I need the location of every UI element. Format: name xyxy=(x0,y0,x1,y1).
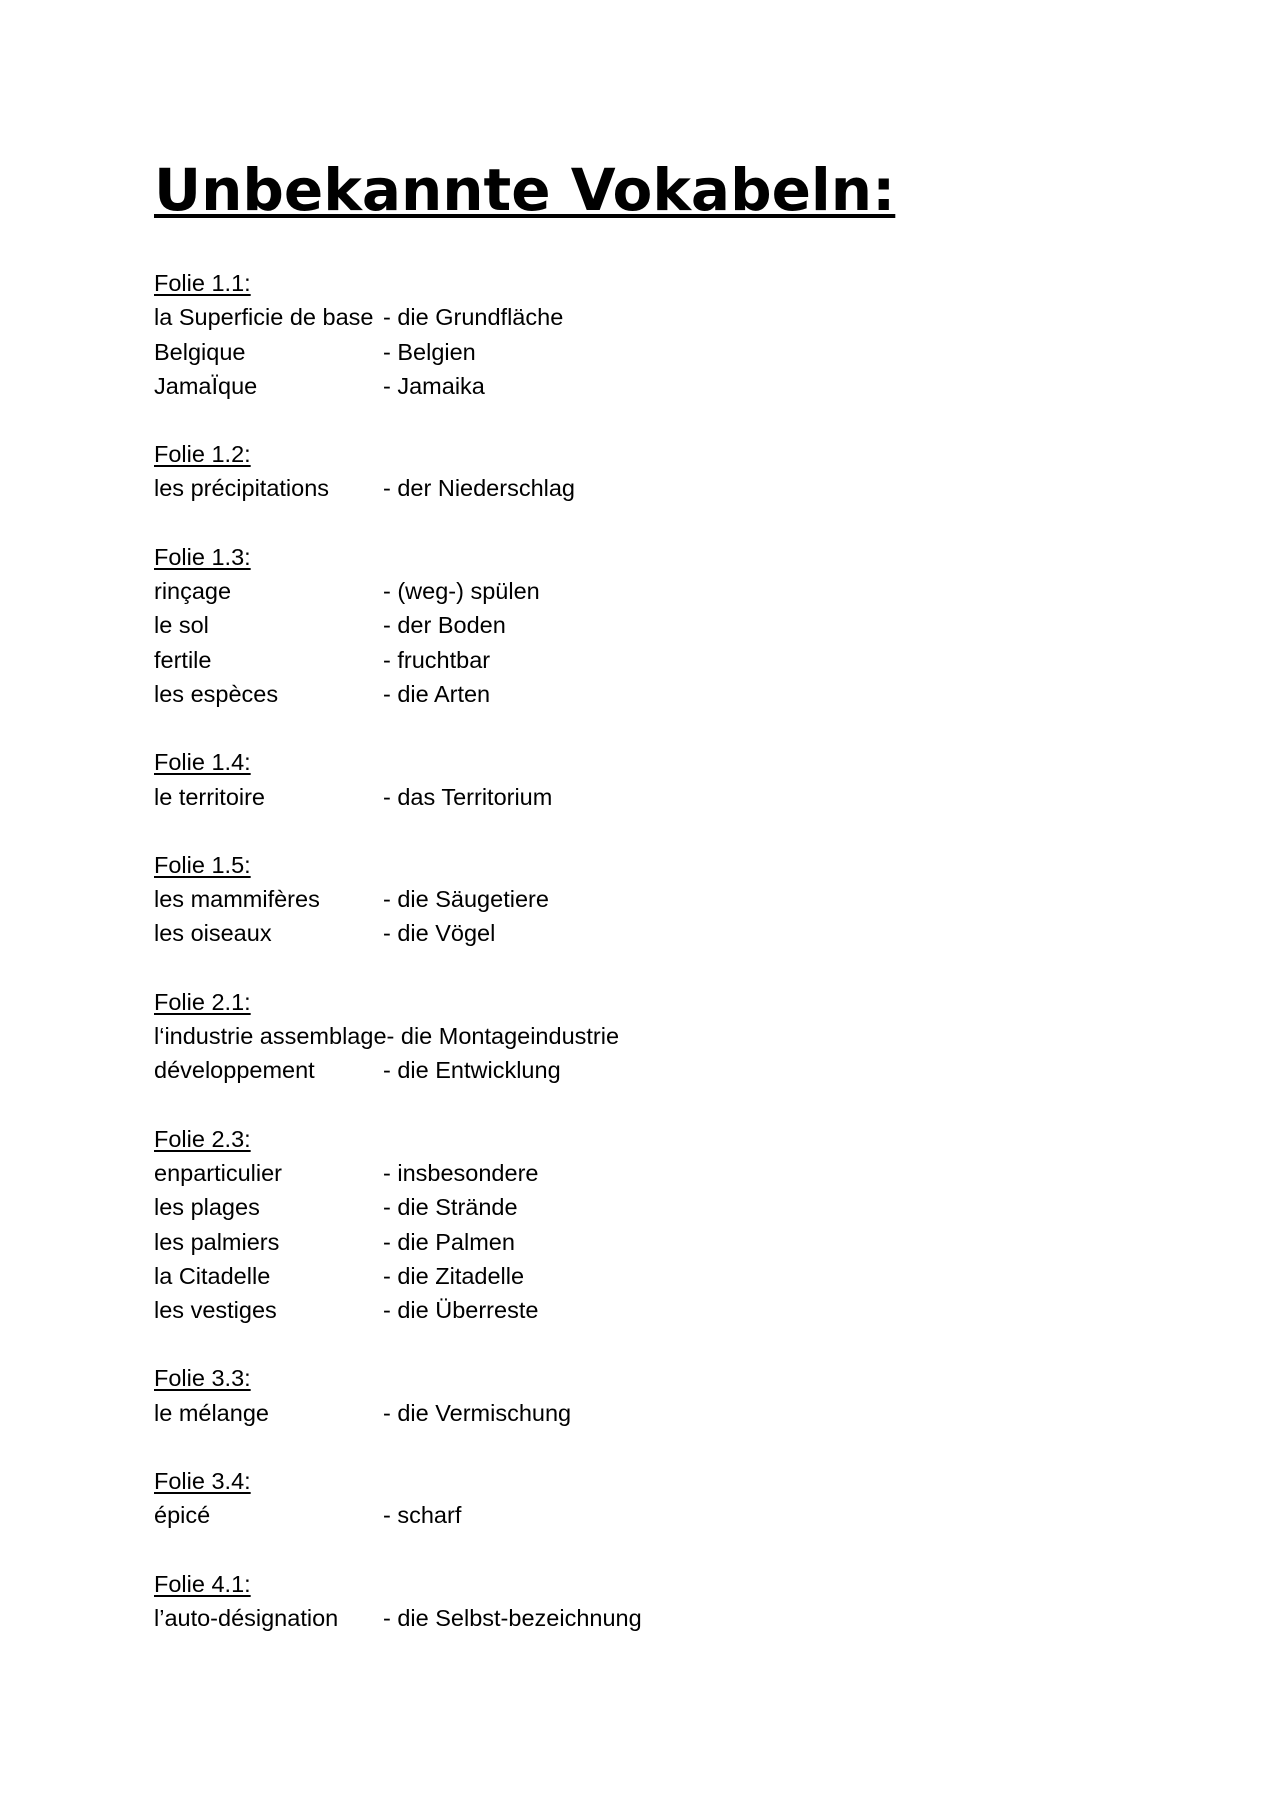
french-term: les vestiges xyxy=(154,1297,277,1324)
german-translation: - insbesondere xyxy=(383,1159,539,1186)
section-heading: Folie 3.4: xyxy=(154,1468,251,1495)
vocab-row xyxy=(154,335,1154,369)
vocab-row xyxy=(154,300,1154,334)
french-term: les précipitations xyxy=(154,475,330,502)
section-heading: Folie 1.4: xyxy=(154,749,251,776)
french-term: l’auto-désignation xyxy=(154,1604,339,1631)
german-translation: - die Entwicklung xyxy=(383,1057,561,1084)
vocab-row xyxy=(154,677,1154,711)
vocab-row xyxy=(154,1053,1154,1087)
german-translation: - der Boden xyxy=(383,612,506,639)
vocab-row xyxy=(154,916,1154,950)
vocab-row xyxy=(154,780,1154,814)
section-folie-4-1 xyxy=(154,1567,1154,1636)
french-term: les espèces xyxy=(154,680,279,707)
vocab-row xyxy=(154,1498,1154,1532)
french-term: les mammifères xyxy=(154,886,320,913)
german-translation: - die Palmen xyxy=(383,1228,515,1255)
french-term: les palmiers xyxy=(154,1228,280,1255)
section-folie-1-3 xyxy=(154,540,1154,711)
section-folie-1-2 xyxy=(154,437,1154,506)
vocab-row xyxy=(154,643,1154,677)
document-page xyxy=(154,152,1154,1669)
vocab-row xyxy=(154,1156,1154,1190)
section-heading: Folie 2.1: xyxy=(154,988,251,1015)
german-translation: - Belgien xyxy=(383,338,476,365)
vocab-row xyxy=(154,882,1154,916)
vocab-row xyxy=(154,369,1154,403)
french-term: le mélange xyxy=(154,1399,269,1426)
vocab-row xyxy=(154,471,1154,505)
section-folie-1-1 xyxy=(154,266,1154,403)
section-heading: Folie 1.1: xyxy=(154,270,251,296)
french-term: les plages xyxy=(154,1194,260,1221)
german-translation: - die Strände xyxy=(383,1194,518,1221)
german-translation: - die Säugetiere xyxy=(383,886,549,913)
french-term: le sol xyxy=(154,612,209,639)
section-folie-2-3 xyxy=(154,1122,1154,1328)
vocab-row xyxy=(154,1259,1154,1293)
german-translation: - das Territorium xyxy=(383,783,553,810)
section-heading: Folie 1.3: xyxy=(154,543,251,570)
french-term: les oiseaux xyxy=(154,920,272,947)
vocab-row xyxy=(154,1601,1154,1635)
german-translation: - fruchtbar xyxy=(383,646,491,673)
german-translation: - die Vermischung xyxy=(383,1399,572,1426)
german-translation: - Jamaika xyxy=(383,372,485,399)
section-folie-1-5 xyxy=(154,848,1154,951)
section-folie-3-4 xyxy=(154,1464,1154,1533)
vocab-row xyxy=(154,1019,1154,1053)
vocab-row xyxy=(154,608,1154,642)
section-heading: Folie 4.1: xyxy=(154,1570,251,1597)
french-term: la Superficie de base xyxy=(154,304,374,331)
vocab-row xyxy=(154,1396,1154,1430)
section-heading: Folie 3.3: xyxy=(154,1365,251,1392)
german-translation: - die Überreste xyxy=(383,1297,539,1324)
french-term: JamaÏque xyxy=(154,372,258,399)
section-folie-3-3 xyxy=(154,1361,1154,1430)
german-translation: - die Arten xyxy=(383,680,491,707)
french-term: rinçage xyxy=(154,578,232,605)
german-translation: - die Selbst-bezeichnung xyxy=(383,1604,642,1631)
french-term: fertile xyxy=(154,646,212,673)
german-translation: - scharf xyxy=(383,1502,462,1529)
german-translation: - der Niederschlag xyxy=(383,475,576,502)
vocab-row xyxy=(154,1293,1154,1327)
german-translation: - die Grundfläche xyxy=(383,304,564,331)
german-translation: - die Vögel xyxy=(383,920,496,947)
french-term: enparticulier xyxy=(154,1159,283,1186)
section-heading: Folie 2.3: xyxy=(154,1125,251,1152)
french-term: l‘industrie assemblage xyxy=(154,1023,387,1050)
vocab-row xyxy=(154,574,1154,608)
french-term: développement xyxy=(154,1057,315,1084)
german-translation: - die Montageindustrie xyxy=(386,1023,620,1050)
german-translation: - die Zitadelle xyxy=(383,1262,525,1289)
french-term: le territoire xyxy=(154,783,266,810)
vocab-row xyxy=(154,1190,1154,1224)
section-folie-2-1 xyxy=(154,985,1154,1088)
french-term: la Citadelle xyxy=(154,1262,271,1289)
document-title: Unbekannte Vokabeln: xyxy=(154,156,896,224)
vocab-row xyxy=(154,1225,1154,1259)
french-term: épicé xyxy=(154,1502,211,1529)
section-folie-1-4 xyxy=(154,745,1154,814)
french-term: Belgique xyxy=(154,338,246,365)
section-heading: Folie 1.5: xyxy=(154,851,251,878)
german-translation: - (weg-) spülen xyxy=(383,578,540,605)
section-heading: Folie 1.2: xyxy=(154,441,251,468)
